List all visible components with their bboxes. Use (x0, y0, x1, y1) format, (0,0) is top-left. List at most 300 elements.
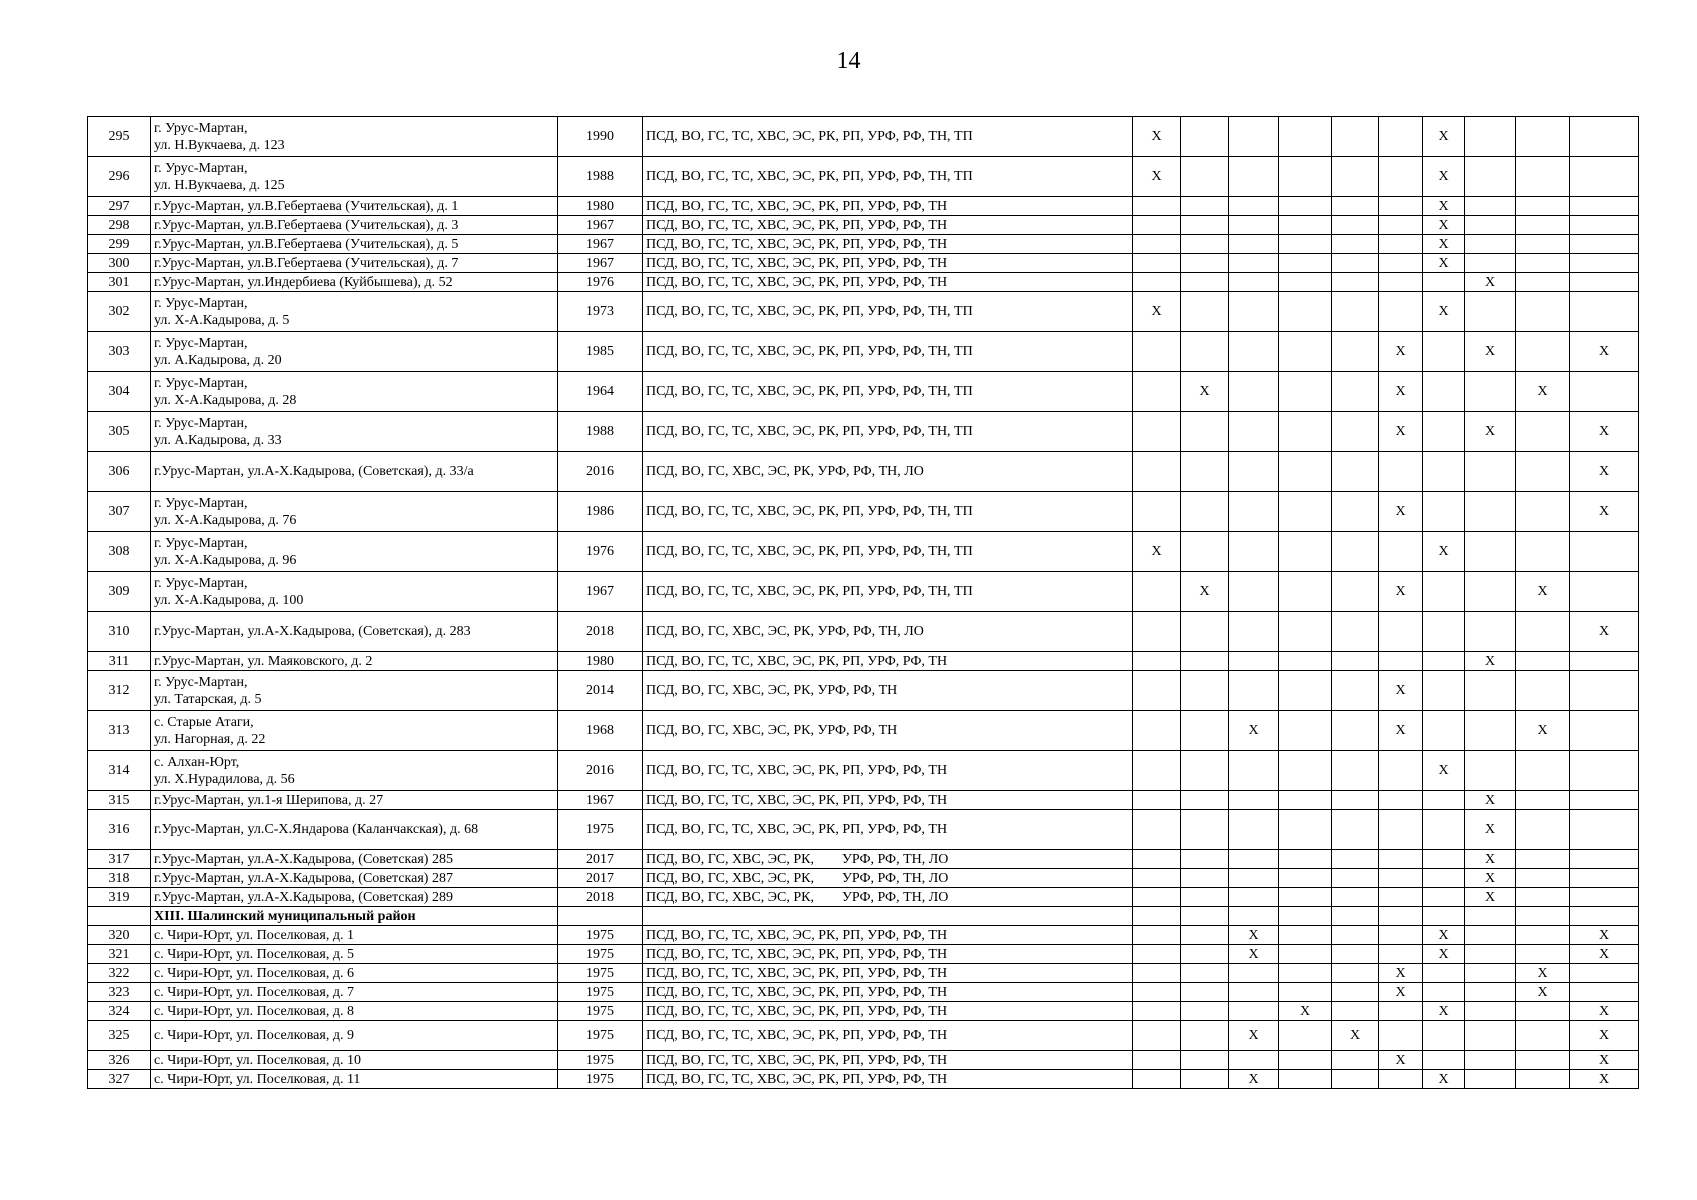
address-line: с. Старые Атаги, (154, 714, 254, 730)
mark-cell-10 (1570, 572, 1639, 612)
mark-cell-9 (1516, 810, 1570, 850)
mark-cell-2 (1181, 216, 1229, 235)
row-number: 306 (88, 452, 151, 492)
mark-cell-4 (1279, 964, 1332, 983)
mark-cell-2 (1181, 1002, 1229, 1021)
empty-cell (1332, 907, 1379, 926)
row-number: 311 (88, 652, 151, 671)
address-cell (151, 1021, 558, 1051)
address-cell (151, 1070, 558, 1089)
mark-cell-7: X (1423, 926, 1465, 945)
mark-cell-6 (1379, 810, 1423, 850)
mark-cell-4 (1279, 235, 1332, 254)
works-cell: ПСД, ВО, ГС, ХВС, ЭС, РК, УРФ, РФ, ТН, ЛО (643, 452, 1133, 492)
mark-cell-3 (1229, 532, 1279, 572)
mark-cell-5 (1332, 273, 1379, 292)
mark-cell-9: X (1516, 572, 1570, 612)
mark-cell-7 (1423, 850, 1465, 869)
address-cell (151, 652, 558, 671)
table-row (88, 1002, 1639, 1021)
mark-cell-6: X (1379, 492, 1423, 532)
mark-cell-5 (1332, 869, 1379, 888)
mark-cell-10 (1570, 117, 1639, 157)
mark-cell-6 (1379, 157, 1423, 197)
mark-cell-7: X (1423, 1070, 1465, 1089)
mark-cell-1 (1133, 652, 1181, 671)
address-line: ул. Х-А.Кадырова, д. 100 (154, 592, 304, 608)
table-row (88, 235, 1639, 254)
mark-cell-3 (1229, 671, 1279, 711)
year-cell: 1975 (558, 964, 643, 983)
mark-cell-10 (1570, 197, 1639, 216)
mark-cell-4 (1279, 492, 1332, 532)
mark-cell-2 (1181, 412, 1229, 452)
address-cell (151, 254, 558, 273)
mark-cell-10 (1570, 292, 1639, 332)
mark-cell-1 (1133, 810, 1181, 850)
address-line: ул. Х-А.Кадырова, д. 76 (154, 512, 297, 528)
table-row (88, 216, 1639, 235)
mark-cell-4 (1279, 292, 1332, 332)
mark-cell-6 (1379, 1070, 1423, 1089)
address-line: г. Урус-Мартан, (154, 575, 248, 591)
mark-cell-6 (1379, 452, 1423, 492)
mark-cell-7 (1423, 492, 1465, 532)
table-row (88, 292, 1639, 332)
mark-cell-9 (1516, 612, 1570, 652)
mark-cell-7 (1423, 1021, 1465, 1051)
address-cell (151, 292, 558, 332)
row-number: 295 (88, 117, 151, 157)
mark-cell-9 (1516, 532, 1570, 572)
mark-cell-10 (1570, 216, 1639, 235)
address-cell (151, 412, 558, 452)
year-cell: 1967 (558, 235, 643, 254)
mark-cell-2 (1181, 810, 1229, 850)
mark-cell-10: X (1570, 926, 1639, 945)
mark-cell-8 (1465, 157, 1516, 197)
address-line: г. Урус-Мартан, (154, 415, 248, 431)
mark-cell-3 (1229, 332, 1279, 372)
year-cell: 1985 (558, 332, 643, 372)
address-line: ул. Х-А.Кадырова, д. 28 (154, 392, 297, 408)
mark-cell-7: X (1423, 532, 1465, 572)
mark-cell-8 (1465, 1002, 1516, 1021)
address-line: ул. Х-А.Кадырова, д. 96 (154, 552, 297, 568)
mark-cell-9 (1516, 197, 1570, 216)
mark-cell-2 (1181, 254, 1229, 273)
year-cell: 1975 (558, 983, 643, 1002)
mark-cell-7 (1423, 711, 1465, 751)
mark-cell-3 (1229, 492, 1279, 532)
mark-cell-6: X (1379, 671, 1423, 711)
mark-cell-1 (1133, 197, 1181, 216)
mark-cell-8 (1465, 1021, 1516, 1051)
mark-cell-7 (1423, 869, 1465, 888)
mark-cell-5 (1332, 888, 1379, 907)
table-row (88, 791, 1639, 810)
mark-cell-1 (1133, 751, 1181, 791)
mark-cell-6 (1379, 850, 1423, 869)
empty-cell (1379, 907, 1423, 926)
table-row (88, 332, 1639, 372)
address-line: г.Урус-Мартан, ул. Маяковского, д. 2 (154, 653, 373, 669)
year-cell: 1976 (558, 532, 643, 572)
mark-cell-6 (1379, 612, 1423, 652)
mark-cell-2 (1181, 711, 1229, 751)
table-row (88, 751, 1639, 791)
table-row (88, 869, 1639, 888)
mark-cell-1: X (1133, 117, 1181, 157)
table-row (88, 671, 1639, 711)
mark-cell-4 (1279, 850, 1332, 869)
mark-cell-4 (1279, 1051, 1332, 1070)
works-cell: ПСД, ВО, ГС, ТС, ХВС, ЭС, РК, РП, УРФ, РФ, ТН, ТП (643, 372, 1133, 412)
year-cell: 2014 (558, 671, 643, 711)
mark-cell-8: X (1465, 652, 1516, 671)
table-row (88, 197, 1639, 216)
mark-cell-4 (1279, 612, 1332, 652)
mark-cell-6 (1379, 254, 1423, 273)
mark-cell-3 (1229, 888, 1279, 907)
mark-cell-10: X (1570, 332, 1639, 372)
mark-cell-1: X (1133, 157, 1181, 197)
table-row (88, 983, 1639, 1002)
works-cell: ПСД, ВО, ГС, ТС, ХВС, ЭС, РК, РП, УРФ, РФ, ТН, ТП (643, 532, 1133, 572)
mark-cell-8 (1465, 372, 1516, 412)
mark-cell-7: X (1423, 1002, 1465, 1021)
mark-cell-3: X (1229, 1070, 1279, 1089)
mark-cell-8: X (1465, 791, 1516, 810)
address-line: г. Урус-Мартан, (154, 120, 248, 136)
address-cell (151, 197, 558, 216)
mark-cell-1 (1133, 273, 1181, 292)
mark-cell-10: X (1570, 1051, 1639, 1070)
mark-cell-8 (1465, 197, 1516, 216)
row-number: 321 (88, 945, 151, 964)
year-cell: 1980 (558, 652, 643, 671)
mark-cell-2 (1181, 926, 1229, 945)
mark-cell-3: X (1229, 1021, 1279, 1051)
address-line: с. Чири-Юрт, ул. Поселковая, д. 7 (154, 984, 354, 1000)
mark-cell-3 (1229, 751, 1279, 791)
mark-cell-9 (1516, 452, 1570, 492)
table-row (88, 157, 1639, 197)
mark-cell-7 (1423, 612, 1465, 652)
mark-cell-3: X (1229, 926, 1279, 945)
mark-cell-1: X (1133, 532, 1181, 572)
table-row (88, 1051, 1639, 1070)
year-cell: 1988 (558, 412, 643, 452)
mark-cell-9 (1516, 235, 1570, 254)
table-row (88, 492, 1639, 532)
row-number: 310 (88, 612, 151, 652)
mark-cell-1 (1133, 1002, 1181, 1021)
mark-cell-9: X (1516, 372, 1570, 412)
mark-cell-7: X (1423, 216, 1465, 235)
year-cell: 1964 (558, 372, 643, 412)
mark-cell-10 (1570, 888, 1639, 907)
mark-cell-8 (1465, 945, 1516, 964)
mark-cell-1: X (1133, 292, 1181, 332)
table-row (88, 254, 1639, 273)
mark-cell-8: X (1465, 810, 1516, 850)
address-line: с. Чири-Юрт, ул. Поселковая, д. 1 (154, 927, 354, 943)
mark-cell-4 (1279, 572, 1332, 612)
works-cell: ПСД, ВО, ГС, ТС, ХВС, ЭС, РК, РП, УРФ, РФ, ТН (643, 235, 1133, 254)
mark-cell-2: X (1181, 372, 1229, 412)
mark-cell-3 (1229, 292, 1279, 332)
mark-cell-8 (1465, 492, 1516, 532)
year-cell: 1967 (558, 216, 643, 235)
table-row (88, 572, 1639, 612)
mark-cell-1 (1133, 926, 1181, 945)
table-row (88, 1021, 1639, 1051)
address-line: с. Чири-Юрт, ул. Поселковая, д. 10 (154, 1052, 361, 1068)
mark-cell-2 (1181, 532, 1229, 572)
mark-cell-3 (1229, 791, 1279, 810)
address-cell (151, 888, 558, 907)
mark-cell-10: X (1570, 1002, 1639, 1021)
mark-cell-10 (1570, 850, 1639, 869)
mark-cell-7: X (1423, 254, 1465, 273)
address-line: г.Урус-Мартан, ул.А-Х.Кадырова, (Советская), д. 33/а (154, 464, 474, 479)
mark-cell-4 (1279, 412, 1332, 452)
housing-table (87, 116, 1639, 1089)
row-number: 313 (88, 711, 151, 751)
address-line: ул. Н.Вукчаева, д. 125 (154, 177, 285, 193)
works-cell: ПСД, ВО, ГС, ТС, ХВС, ЭС, РК, РП, УРФ, РФ, ТН (643, 1070, 1133, 1089)
row-number: 325 (88, 1021, 151, 1051)
mark-cell-9 (1516, 888, 1570, 907)
mark-cell-7: X (1423, 117, 1465, 157)
mark-cell-6 (1379, 652, 1423, 671)
row-number: 315 (88, 791, 151, 810)
works-cell: ПСД, ВО, ГС, ТС, ХВС, ЭС, РК, РП, УРФ, РФ, ТН (643, 983, 1133, 1002)
mark-cell-6 (1379, 945, 1423, 964)
works-cell: ПСД, ВО, ГС, ТС, ХВС, ЭС, РК, РП, УРФ, РФ, ТН (643, 926, 1133, 945)
mark-cell-4 (1279, 945, 1332, 964)
empty-cell (1465, 907, 1516, 926)
empty-cell (643, 907, 1133, 926)
mark-cell-7: X (1423, 235, 1465, 254)
address-line: г. Урус-Мартан, (154, 335, 248, 351)
row-number: 322 (88, 964, 151, 983)
mark-cell-10: X (1570, 945, 1639, 964)
year-cell: 1968 (558, 711, 643, 751)
address-line: с. Чири-Юрт, ул. Поселковая, д. 8 (154, 1003, 354, 1019)
row-number: 323 (88, 983, 151, 1002)
works-cell: ПСД, ВО, ГС, ТС, ХВС, ЭС, РК, РП, УРФ, РФ, ТН, ТП (643, 412, 1133, 452)
works-cell: ПСД, ВО, ГС, ТС, ХВС, ЭС, РК, РП, УРФ, РФ, ТН, ТП (643, 332, 1133, 372)
mark-cell-3 (1229, 197, 1279, 216)
mark-cell-7: X (1423, 197, 1465, 216)
works-cell: ПСД, ВО, ГС, ХВС, ЭС, РК, УРФ, РФ, ТН, ЛО (643, 612, 1133, 652)
mark-cell-2 (1181, 332, 1229, 372)
mark-cell-5 (1332, 751, 1379, 791)
mark-cell-7 (1423, 983, 1465, 1002)
table-row (88, 926, 1639, 945)
mark-cell-4 (1279, 117, 1332, 157)
mark-cell-2: X (1181, 572, 1229, 612)
works-cell: ПСД, ВО, ГС, ТС, ХВС, ЭС, РК, РП, УРФ, РФ, ТН (643, 1051, 1133, 1070)
mark-cell-5 (1332, 216, 1379, 235)
mark-cell-4 (1279, 652, 1332, 671)
mark-cell-2 (1181, 492, 1229, 532)
section-header-row (88, 907, 1639, 926)
address-line: г. Урус-Мартан, (154, 295, 248, 311)
mark-cell-6 (1379, 532, 1423, 572)
mark-cell-8 (1465, 1051, 1516, 1070)
mark-cell-3: X (1229, 711, 1279, 751)
mark-cell-7 (1423, 572, 1465, 612)
mark-cell-10: X (1570, 612, 1639, 652)
year-cell: 1976 (558, 273, 643, 292)
mark-cell-9 (1516, 1070, 1570, 1089)
empty-cell (1516, 907, 1570, 926)
year-cell: 1975 (558, 1002, 643, 1021)
year-cell: 1967 (558, 791, 643, 810)
mark-cell-3 (1229, 964, 1279, 983)
address-cell (151, 452, 558, 492)
address-cell (151, 1051, 558, 1070)
address-cell (151, 216, 558, 235)
mark-cell-10 (1570, 273, 1639, 292)
mark-cell-6 (1379, 869, 1423, 888)
mark-cell-9 (1516, 850, 1570, 869)
row-number: 297 (88, 197, 151, 216)
mark-cell-8 (1465, 964, 1516, 983)
mark-cell-8 (1465, 612, 1516, 652)
mark-cell-5 (1332, 810, 1379, 850)
mark-cell-1 (1133, 412, 1181, 452)
address-cell (151, 964, 558, 983)
mark-cell-9: X (1516, 711, 1570, 751)
mark-cell-6 (1379, 751, 1423, 791)
mark-cell-6: X (1379, 964, 1423, 983)
works-cell: ПСД, ВО, ГС, ТС, ХВС, ЭС, РК, РП, УРФ, РФ, ТН (643, 810, 1133, 850)
mark-cell-8 (1465, 671, 1516, 711)
address-cell (151, 810, 558, 850)
mark-cell-5 (1332, 572, 1379, 612)
mark-cell-2 (1181, 850, 1229, 869)
mark-cell-1 (1133, 1070, 1181, 1089)
mark-cell-8: X (1465, 273, 1516, 292)
mark-cell-3 (1229, 1002, 1279, 1021)
mark-cell-10: X (1570, 1070, 1639, 1089)
works-cell: ПСД, ВО, ГС, ТС, ХВС, ЭС, РК, РП, УРФ, РФ, ТН (643, 945, 1133, 964)
works-cell: ПСД, ВО, ГС, ТС, ХВС, ЭС, РК, РП, УРФ, РФ, ТН (643, 197, 1133, 216)
table-row (88, 412, 1639, 452)
table-row (88, 612, 1639, 652)
address-line: г. Урус-Мартан, (154, 535, 248, 551)
mark-cell-7 (1423, 452, 1465, 492)
empty-cell (1181, 907, 1229, 926)
mark-cell-10 (1570, 254, 1639, 273)
mark-cell-9: X (1516, 964, 1570, 983)
works-cell: ПСД, ВО, ГС, ТС, ХВС, ЭС, РК, РП, УРФ, РФ, ТН (643, 273, 1133, 292)
address-cell (151, 157, 558, 197)
mark-cell-6 (1379, 1021, 1423, 1051)
address-cell (151, 869, 558, 888)
mark-cell-5 (1332, 197, 1379, 216)
mark-cell-4 (1279, 888, 1332, 907)
mark-cell-10 (1570, 964, 1639, 983)
address-cell (151, 372, 558, 412)
mark-cell-5 (1332, 926, 1379, 945)
mark-cell-9 (1516, 292, 1570, 332)
table-row (88, 711, 1639, 751)
mark-cell-8 (1465, 926, 1516, 945)
mark-cell-2 (1181, 751, 1229, 791)
mark-cell-1 (1133, 983, 1181, 1002)
mark-cell-6 (1379, 273, 1423, 292)
mark-cell-9: X (1516, 983, 1570, 1002)
mark-cell-3 (1229, 117, 1279, 157)
mark-cell-2 (1181, 292, 1229, 332)
address-cell (151, 492, 558, 532)
mark-cell-6 (1379, 235, 1423, 254)
mark-cell-5 (1332, 452, 1379, 492)
mark-cell-7: X (1423, 157, 1465, 197)
address-cell (151, 117, 558, 157)
mark-cell-1 (1133, 671, 1181, 711)
mark-cell-5 (1332, 332, 1379, 372)
row-number: 309 (88, 572, 151, 612)
mark-cell-5 (1332, 254, 1379, 273)
mark-cell-7 (1423, 1051, 1465, 1070)
row-number: 296 (88, 157, 151, 197)
year-cell: 2018 (558, 612, 643, 652)
mark-cell-8 (1465, 532, 1516, 572)
mark-cell-9 (1516, 332, 1570, 372)
mark-cell-3 (1229, 983, 1279, 1002)
mark-cell-8: X (1465, 888, 1516, 907)
mark-cell-4 (1279, 869, 1332, 888)
row-number: 307 (88, 492, 151, 532)
mark-cell-3 (1229, 612, 1279, 652)
year-cell: 2018 (558, 888, 643, 907)
mark-cell-6: X (1379, 711, 1423, 751)
row-number: 319 (88, 888, 151, 907)
mark-cell-10: X (1570, 412, 1639, 452)
row-number: 305 (88, 412, 151, 452)
address-cell (151, 751, 558, 791)
empty-cell (1570, 907, 1639, 926)
row-number: 318 (88, 869, 151, 888)
mark-cell-4 (1279, 157, 1332, 197)
mark-cell-5 (1332, 1051, 1379, 1070)
empty-cell (1279, 907, 1332, 926)
mark-cell-6 (1379, 1002, 1423, 1021)
mark-cell-4 (1279, 791, 1332, 810)
mark-cell-5 (1332, 612, 1379, 652)
row-number: 316 (88, 810, 151, 850)
mark-cell-9 (1516, 1002, 1570, 1021)
mark-cell-9 (1516, 492, 1570, 532)
mark-cell-10 (1570, 751, 1639, 791)
mark-cell-5 (1332, 652, 1379, 671)
mark-cell-5 (1332, 157, 1379, 197)
table-row (88, 1070, 1639, 1089)
year-cell: 2017 (558, 850, 643, 869)
mark-cell-7: X (1423, 751, 1465, 791)
mark-cell-9 (1516, 157, 1570, 197)
mark-cell-6 (1379, 292, 1423, 332)
row-number: 317 (88, 850, 151, 869)
mark-cell-2 (1181, 869, 1229, 888)
mark-cell-3 (1229, 372, 1279, 412)
